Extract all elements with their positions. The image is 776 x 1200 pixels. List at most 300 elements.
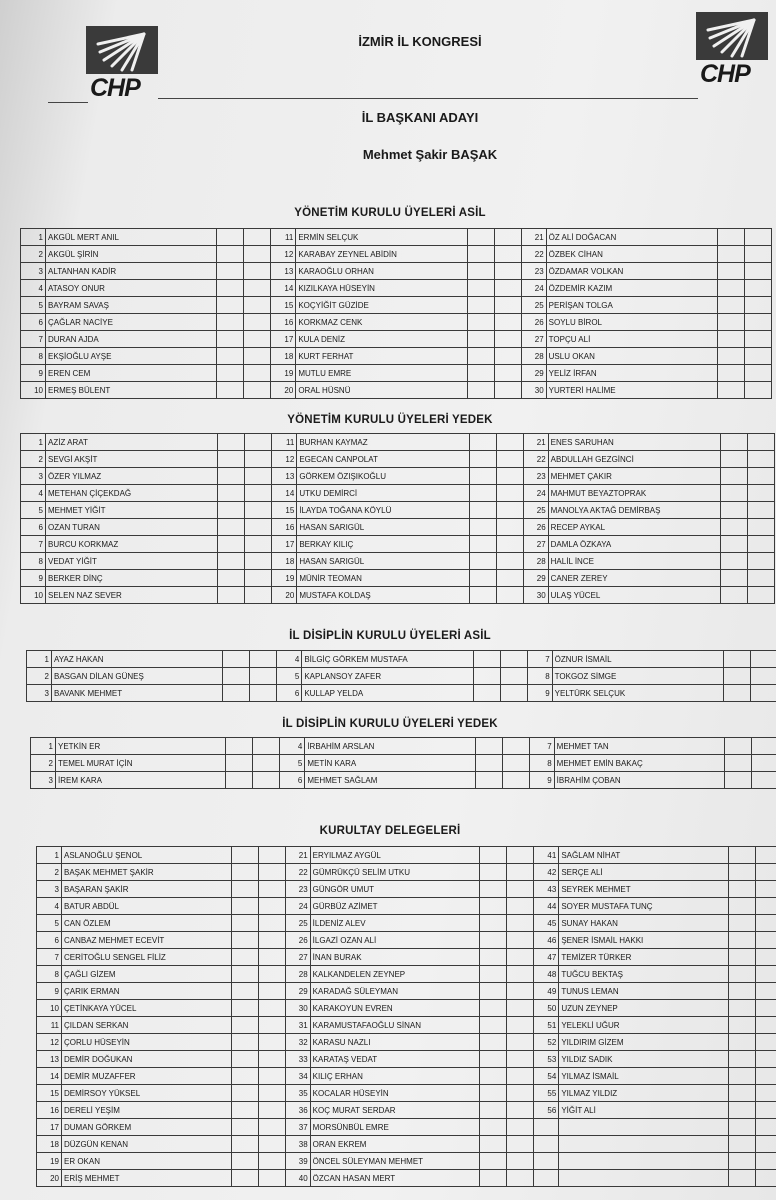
row-number: 32	[285, 1034, 310, 1051]
blank-cell	[744, 246, 771, 263]
member-name: ÖZNUR İSMAİL	[552, 651, 723, 668]
table-row	[21, 485, 775, 502]
blank-cell	[467, 297, 494, 314]
blank-cell	[480, 966, 507, 983]
member-name: CANER ZEREY	[548, 570, 720, 587]
row-number: 9	[21, 365, 46, 382]
blank-cell	[728, 1051, 755, 1068]
member-name: AZİZ ARAT	[46, 434, 218, 451]
blank-cell	[217, 280, 244, 297]
row-number	[534, 1153, 559, 1170]
blank-cell	[467, 263, 494, 280]
blank-cell	[469, 519, 496, 536]
row-number: 40	[285, 1170, 310, 1187]
blank-cell	[728, 1153, 755, 1170]
table-row	[21, 587, 775, 604]
row-number: 2	[21, 451, 46, 468]
row-number: 18	[271, 348, 296, 365]
blank-cell	[747, 587, 774, 604]
member-name: ÖZDAMAR VOLKAN	[546, 263, 717, 280]
blank-cell	[507, 864, 534, 881]
row-number: 20	[271, 382, 296, 399]
member-name: ÇETİNKAYA YÜCEL	[62, 1000, 232, 1017]
blank-cell	[500, 668, 527, 685]
blank-cell	[480, 881, 507, 898]
table-row	[27, 651, 776, 668]
row-number: 5	[280, 755, 305, 772]
chp-logo-left	[84, 26, 162, 104]
member-name: İLGAZİ OZAN ALİ	[310, 932, 480, 949]
blank-cell	[258, 1119, 285, 1136]
section-title: YÖNETİM KURULU ÜYELERİ ASİL	[294, 207, 486, 219]
blank-cell	[480, 932, 507, 949]
blank-cell	[480, 949, 507, 966]
blank-cell	[728, 1085, 755, 1102]
blank-cell	[502, 772, 529, 789]
row-number: 18	[37, 1136, 62, 1153]
member-name: ERİŞ MEHMET	[62, 1170, 232, 1187]
member-name: DERELİ YEŞİM	[62, 1102, 232, 1119]
row-number: 50	[534, 1000, 559, 1017]
row-number: 24	[523, 485, 548, 502]
blank-cell	[480, 1153, 507, 1170]
blank-cell	[747, 434, 774, 451]
blank-cell	[258, 1000, 285, 1017]
member-name: YELEKLİ UĞUR	[559, 1017, 729, 1034]
blank-cell	[245, 570, 272, 587]
blank-cell	[723, 668, 750, 685]
blank-cell	[473, 651, 500, 668]
blank-cell	[231, 898, 258, 915]
row-number: 15	[37, 1085, 62, 1102]
blank-cell	[507, 1085, 534, 1102]
table-row	[37, 1153, 776, 1170]
blank-cell	[218, 485, 245, 502]
row-number: 52	[534, 1034, 559, 1051]
member-name: CANBAZ MEHMET ECEVİT	[62, 932, 232, 949]
table-row	[37, 1034, 776, 1051]
blank-cell	[717, 246, 744, 263]
blank-cell	[744, 229, 771, 246]
member-name: BAYRAM SAVAŞ	[46, 297, 217, 314]
blank-cell	[245, 553, 272, 570]
member-name: KOCALAR HÜSEYİN	[310, 1085, 480, 1102]
row-number: 2	[31, 755, 56, 772]
member-name: KALKANDELEN ZEYNEP	[310, 966, 480, 983]
blank-cell	[467, 331, 494, 348]
table-row	[21, 434, 775, 451]
blank-cell	[728, 1034, 755, 1051]
blank-cell	[480, 1102, 507, 1119]
blank-cell	[724, 755, 751, 772]
row-number: 30	[285, 1000, 310, 1017]
blank-cell	[473, 668, 500, 685]
blank-cell	[253, 772, 280, 789]
row-number: 20	[272, 587, 297, 604]
member-table	[20, 228, 772, 399]
table-row	[21, 263, 772, 280]
member-name: TOKGOZ SİMGE	[552, 668, 723, 685]
blank-cell	[258, 949, 285, 966]
row-number: 6	[37, 932, 62, 949]
blank-cell	[258, 864, 285, 881]
row-number: 22	[285, 864, 310, 881]
chp-logo-text: CHP	[90, 74, 140, 102]
row-number	[534, 1170, 559, 1187]
blank-cell	[245, 468, 272, 485]
blank-cell	[226, 772, 253, 789]
blank-cell	[507, 898, 534, 915]
row-number: 13	[272, 468, 297, 485]
blank-cell	[755, 847, 776, 864]
blank-cell	[496, 502, 523, 519]
row-number: 19	[271, 365, 296, 382]
member-name: DAMLA ÖZKAYA	[548, 536, 720, 553]
row-number: 4	[37, 898, 62, 915]
blank-cell	[750, 668, 776, 685]
member-name: YELİZ İRFAN	[546, 365, 717, 382]
row-number	[534, 1119, 559, 1136]
member-name: BİLGİÇ GÖRKEM MUSTAFA	[302, 651, 473, 668]
blank-cell	[231, 949, 258, 966]
blank-cell	[231, 881, 258, 898]
blank-cell	[496, 434, 523, 451]
member-name: İBRAHİM ÇOBAN	[554, 772, 724, 789]
member-name: İLDENİZ ALEV	[310, 915, 480, 932]
member-name: İRBAHİM ARSLAN	[305, 738, 475, 755]
table-row	[21, 519, 775, 536]
blank-cell	[231, 932, 258, 949]
member-name: YİĞİT ALİ	[559, 1102, 729, 1119]
table-row	[37, 966, 776, 983]
blank-cell	[245, 536, 272, 553]
table-row	[21, 536, 775, 553]
member-name: KARAMUSTAFAOĞLU SİNAN	[310, 1017, 480, 1034]
blank-cell	[231, 864, 258, 881]
member-name: EGECAN CANPOLAT	[297, 451, 469, 468]
blank-cell	[467, 348, 494, 365]
member-name: ÇAĞLI GİZEM	[62, 966, 232, 983]
blank-cell	[480, 983, 507, 1000]
member-name: SOYLU BİROL	[546, 314, 717, 331]
row-number: 4	[21, 485, 46, 502]
row-number: 11	[272, 434, 297, 451]
row-number: 28	[521, 348, 546, 365]
row-number: 6	[280, 772, 305, 789]
blank-cell	[728, 864, 755, 881]
row-number: 1	[37, 847, 62, 864]
blank-cell	[507, 1068, 534, 1085]
blank-cell	[507, 1034, 534, 1051]
table-row	[37, 1068, 776, 1085]
member-name: ORAN EKREM	[310, 1136, 480, 1153]
blank-cell	[747, 570, 774, 587]
row-number: 16	[271, 314, 296, 331]
blank-cell	[755, 898, 776, 915]
blank-cell	[244, 297, 271, 314]
member-name: BURHAN KAYMAZ	[297, 434, 469, 451]
table-row	[37, 915, 776, 932]
blank-cell	[755, 983, 776, 1000]
row-number: 20	[37, 1170, 62, 1187]
row-number: 23	[523, 468, 548, 485]
blank-cell	[480, 1136, 507, 1153]
blank-cell	[467, 246, 494, 263]
blank-cell	[744, 297, 771, 314]
blank-cell	[728, 1017, 755, 1034]
row-number: 35	[285, 1085, 310, 1102]
blank-cell	[507, 847, 534, 864]
table-row	[21, 382, 772, 399]
member-name: KULLAP YELDA	[302, 685, 473, 702]
member-name: KAPLANSOY ZAFER	[302, 668, 473, 685]
blank-cell	[231, 1034, 258, 1051]
table-row	[27, 668, 776, 685]
member-name: CERİTOĞLU SENGEL FİLİZ	[62, 949, 232, 966]
blank-cell	[231, 983, 258, 1000]
member-name: ÇARIK ERMAN	[62, 983, 232, 1000]
blank-cell	[218, 434, 245, 451]
row-number: 7	[37, 949, 62, 966]
row-number: 15	[271, 297, 296, 314]
row-number: 51	[534, 1017, 559, 1034]
row-number	[534, 1136, 559, 1153]
header-rule-left	[48, 102, 88, 103]
row-number: 16	[37, 1102, 62, 1119]
member-name: KURT FERHAT	[296, 348, 467, 365]
blank-cell	[258, 898, 285, 915]
blank-cell	[755, 881, 776, 898]
section-title: İL DİSİPLİN KURULU ÜYELERİ ASİL	[289, 630, 491, 642]
blank-cell	[469, 502, 496, 519]
row-number: 17	[37, 1119, 62, 1136]
table-row	[37, 932, 776, 949]
blank-cell	[480, 864, 507, 881]
member-name: ASLANOĞLU ŞENOL	[62, 847, 232, 864]
member-name: GÜNGÖR UMUT	[310, 881, 480, 898]
blank-cell	[218, 519, 245, 536]
blank-cell	[480, 1068, 507, 1085]
blank-cell	[717, 348, 744, 365]
row-number: 16	[272, 519, 297, 536]
blank-cell	[728, 949, 755, 966]
blank-cell	[258, 1102, 285, 1119]
member-name: BAVANK MEHMET	[52, 685, 223, 702]
blank-cell	[494, 263, 521, 280]
member-name: DÜZGÜN KENAN	[62, 1136, 232, 1153]
blank-cell	[507, 932, 534, 949]
blank-cell	[747, 536, 774, 553]
blank-cell	[218, 570, 245, 587]
blank-cell	[475, 738, 502, 755]
member-name: DURAN AJDA	[46, 331, 217, 348]
blank-cell	[717, 297, 744, 314]
blank-cell	[218, 587, 245, 604]
member-name: ÖZ ALİ DOĞACAN	[546, 229, 717, 246]
member-name: UZUN ZEYNEP	[559, 1000, 729, 1017]
blank-cell	[728, 983, 755, 1000]
blank-cell	[728, 932, 755, 949]
chp-arrows-emblem	[86, 26, 158, 74]
blank-cell	[717, 229, 744, 246]
member-name: SAĞLAM NİHAT	[559, 847, 729, 864]
blank-cell	[728, 898, 755, 915]
member-name: AYAZ HAKAN	[52, 651, 223, 668]
member-name: BASGAN DİLAN GÜNEŞ	[52, 668, 223, 685]
blank-cell	[467, 382, 494, 399]
blank-cell	[467, 280, 494, 297]
row-number: 3	[21, 263, 46, 280]
member-name: ERMEŞ BÜLENT	[46, 382, 217, 399]
member-name: MUTLU EMRE	[296, 365, 467, 382]
row-number: 17	[272, 536, 297, 553]
member-name: İLAYDA TOĞANA KÖYLÜ	[297, 502, 469, 519]
blank-cell	[507, 1153, 534, 1170]
blank-cell	[755, 1017, 776, 1034]
member-name: KARABAY ZEYNEL ABİDİN	[296, 246, 467, 263]
row-number: 12	[272, 451, 297, 468]
row-number: 11	[271, 229, 296, 246]
row-number: 6	[21, 314, 46, 331]
blank-cell	[728, 966, 755, 983]
blank-cell	[480, 898, 507, 915]
blank-cell	[231, 1051, 258, 1068]
member-name: USLU OKAN	[546, 348, 717, 365]
member-name: KORKMAZ CENK	[296, 314, 467, 331]
row-number: 25	[523, 502, 548, 519]
blank-cell	[728, 1102, 755, 1119]
blank-cell	[496, 587, 523, 604]
table-row	[37, 898, 776, 915]
blank-cell	[245, 519, 272, 536]
blank-cell	[480, 1017, 507, 1034]
member-name: DEMİR MUZAFFER	[62, 1068, 232, 1085]
blank-cell	[480, 1034, 507, 1051]
table-row	[21, 365, 772, 382]
row-number: 24	[521, 280, 546, 297]
member-name: HASAN SARIGÜL	[297, 519, 469, 536]
member-name: ŞENER İSMAİL HAKKI	[559, 932, 729, 949]
row-number: 8	[21, 553, 46, 570]
section-title: YÖNETİM KURULU ÜYELERİ YEDEK	[287, 414, 493, 426]
blank-cell	[494, 348, 521, 365]
member-name: HASAN SARIGÜL	[297, 553, 469, 570]
member-name: MAHMUT BEYAZTOPRAK	[548, 485, 720, 502]
blank-cell	[755, 1000, 776, 1017]
row-number: 5	[37, 915, 62, 932]
member-name: MEHMET SAĞLAM	[305, 772, 475, 789]
blank-cell	[502, 738, 529, 755]
row-number: 2	[27, 668, 52, 685]
blank-cell	[728, 915, 755, 932]
blank-cell	[723, 651, 750, 668]
blank-cell	[720, 502, 747, 519]
blank-cell	[469, 553, 496, 570]
table-row	[37, 1051, 776, 1068]
row-number: 38	[285, 1136, 310, 1153]
row-number: 8	[21, 348, 46, 365]
blank-cell	[467, 314, 494, 331]
chp-logo-text: CHP	[700, 60, 750, 88]
blank-cell	[494, 280, 521, 297]
member-name: METİN KARA	[305, 755, 475, 772]
row-number: 14	[37, 1068, 62, 1085]
table-row	[37, 1000, 776, 1017]
member-name: YILMAZ YILDIZ	[559, 1085, 729, 1102]
blank-cell	[469, 451, 496, 468]
blank-cell	[223, 685, 250, 702]
blank-cell	[231, 915, 258, 932]
table-row	[21, 468, 775, 485]
blank-cell	[494, 331, 521, 348]
blank-cell	[507, 1051, 534, 1068]
row-number: 8	[37, 966, 62, 983]
member-name: ÖZCAN HASAN MERT	[310, 1170, 480, 1187]
table-row	[37, 1102, 776, 1119]
row-number: 9	[529, 772, 554, 789]
member-name: KARAKOYUN EVREN	[310, 1000, 480, 1017]
blank-cell	[720, 434, 747, 451]
row-number: 5	[21, 297, 46, 314]
blank-cell	[496, 570, 523, 587]
blank-cell	[473, 685, 500, 702]
blank-cell	[245, 502, 272, 519]
blank-cell	[480, 1000, 507, 1017]
blank-cell	[723, 685, 750, 702]
member-table	[30, 737, 776, 789]
row-number: 3	[21, 468, 46, 485]
row-number: 30	[521, 382, 546, 399]
blank-cell	[500, 685, 527, 702]
row-number: 13	[37, 1051, 62, 1068]
member-name	[559, 1136, 729, 1153]
member-name: SUNAY HAKAN	[559, 915, 729, 932]
blank-cell	[728, 1068, 755, 1085]
blank-cell	[751, 755, 776, 772]
member-name: YURTERİ HALİME	[546, 382, 717, 399]
member-name: UTKU DEMİRCİ	[297, 485, 469, 502]
blank-cell	[755, 864, 776, 881]
row-number: 1	[27, 651, 52, 668]
row-number: 9	[37, 983, 62, 1000]
blank-cell	[258, 1051, 285, 1068]
blank-cell	[258, 1153, 285, 1170]
member-name: MEHMET YİĞİT	[46, 502, 218, 519]
blank-cell	[253, 738, 280, 755]
member-name: SEVGİ AKŞİT	[46, 451, 218, 468]
blank-cell	[231, 1119, 258, 1136]
blank-cell	[258, 881, 285, 898]
blank-cell	[728, 881, 755, 898]
blank-cell	[469, 536, 496, 553]
row-number: 18	[272, 553, 297, 570]
table-row	[37, 1170, 776, 1187]
blank-cell	[747, 502, 774, 519]
table-row	[37, 1136, 776, 1153]
blank-cell	[480, 915, 507, 932]
blank-cell	[507, 1000, 534, 1017]
row-number: 14	[271, 280, 296, 297]
member-name: KILIÇ ERHAN	[310, 1068, 480, 1085]
table-row	[31, 755, 776, 772]
member-table	[36, 846, 776, 1187]
blank-cell	[747, 519, 774, 536]
blank-cell	[744, 280, 771, 297]
blank-cell	[728, 1119, 755, 1136]
row-number: 2	[21, 246, 46, 263]
member-name: BERKAY KILIÇ	[297, 536, 469, 553]
blank-cell	[755, 1153, 776, 1170]
